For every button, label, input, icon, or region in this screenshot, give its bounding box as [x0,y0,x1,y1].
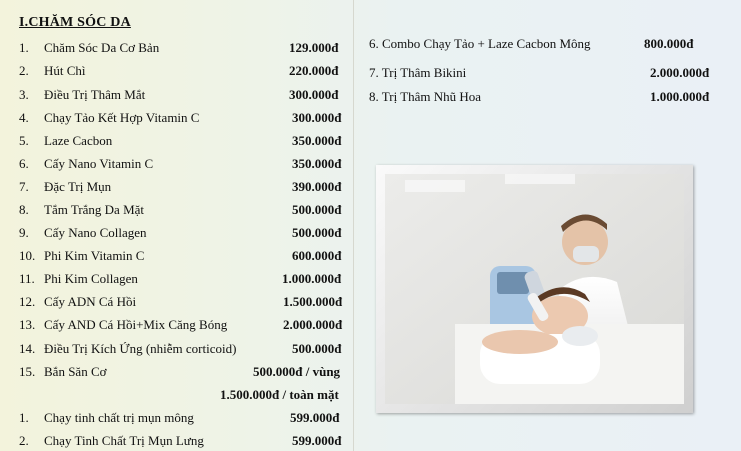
list-item [19,363,349,381]
list-item [19,386,349,404]
item-number: 15. [19,364,36,379]
list-item [19,86,349,104]
item-number: 2. [19,63,29,78]
item-number: 5. [19,133,29,148]
item-number: 11. [19,271,35,286]
item-name: Phi Kim Vitamin C [44,248,145,263]
item-price: 350.000đ [292,133,342,148]
list-item [369,88,729,106]
item-price: 2.000.000đ [283,317,343,332]
item-name: 6. Combo Chạy Tảo + Laze Cacbon Mông [369,36,591,51]
item-name: Tắm Trắng Da Mặt [44,202,145,217]
item-price: 220.000đ [289,63,339,78]
item-number: 6. [19,156,29,171]
item-number: 7. [19,179,29,194]
item-name: Phi Kim Collagen [44,271,138,286]
list-item [19,132,349,150]
item-number: 10. [19,248,36,263]
list-item [369,64,729,82]
item-name: Hút Chì [44,63,86,78]
item-name: Chăm Sóc Da Cơ Bản [44,40,160,55]
section-title: I.CHĂM SÓC DA [19,15,131,30]
item-price: 500.000đ / vùng [253,364,341,379]
list-item [19,340,349,358]
list-item [19,432,349,450]
item-price: 300.000đ [289,87,339,102]
item-price: 1.500.000đ / toàn mặt [220,387,339,402]
item-name: Chạy tinh chất trị mụn mông [44,410,194,425]
item-price: 129.000đ [289,40,339,55]
item-name: Laze Cacbon [44,133,113,148]
item-number: 8. [19,202,29,217]
column-divider [353,0,354,451]
item-price: 390.000đ [292,179,342,194]
list-item [19,62,349,80]
item-name: Đặc Trị Mụn [44,179,112,194]
list-item [19,178,349,196]
item-number: 12. [19,294,36,309]
item-number: 4. [19,110,29,125]
list-item [19,201,349,219]
item-number: 9. [19,225,29,240]
list-item [19,270,349,288]
photo-frame [376,165,693,413]
item-price: 1.500.000đ [283,294,343,309]
list-item [19,39,349,57]
item-number: 3. [19,87,29,102]
list-item [19,247,349,265]
list-item [19,409,349,427]
item-name: Điều Trị Kích Ứng (nhiễm corticoid) [44,341,237,356]
item-number: 2. [19,433,29,448]
item-name: Điều Trị Thâm Mắt [44,87,146,102]
list-item [19,109,349,127]
item-price: 350.000đ [292,156,342,171]
item-number: 1. [19,410,29,425]
item-price: 2.000.000đ [650,65,710,80]
item-name: Cấy Nano Vitamin C [44,156,154,171]
item-price: 800.000đ [644,36,694,51]
list-item [19,316,349,334]
item-name: Cấy Nano Collagen [44,225,147,240]
list-item [19,293,349,311]
item-number: 1. [19,40,29,55]
list-item [19,155,349,173]
item-price: 300.000đ [292,110,342,125]
item-price: 1.000.000đ [650,89,710,104]
item-price: 600.000đ [292,248,342,263]
list-item [369,35,729,53]
list-item [19,224,349,242]
item-name: Cấy ADN Cá Hồi [44,294,137,309]
item-name: 8. Trị Thâm Nhũ Hoa [369,89,482,104]
item-name: 7. Trị Thâm Bikini [369,65,467,80]
item-price: 599.000đ [292,433,342,448]
item-name: Bắn Săn Cơ [44,364,107,379]
item-name: Chạy Tảo Kết Hợp Vitamin C [44,110,200,125]
item-number: 13. [19,317,36,332]
item-price: 500.000đ [292,341,342,356]
treatment-photo [385,174,684,404]
item-price: 1.000.000đ [282,271,342,286]
item-number: 14. [19,341,36,356]
item-name: Chạy Tinh Chất Trị Mụn Lưng [44,433,204,448]
item-price: 500.000đ [292,202,342,217]
item-price: 599.000đ [290,410,340,425]
item-price: 500.000đ [292,225,342,240]
item-name: Cấy AND Cá Hồi+Mix Căng Bóng [44,317,228,332]
